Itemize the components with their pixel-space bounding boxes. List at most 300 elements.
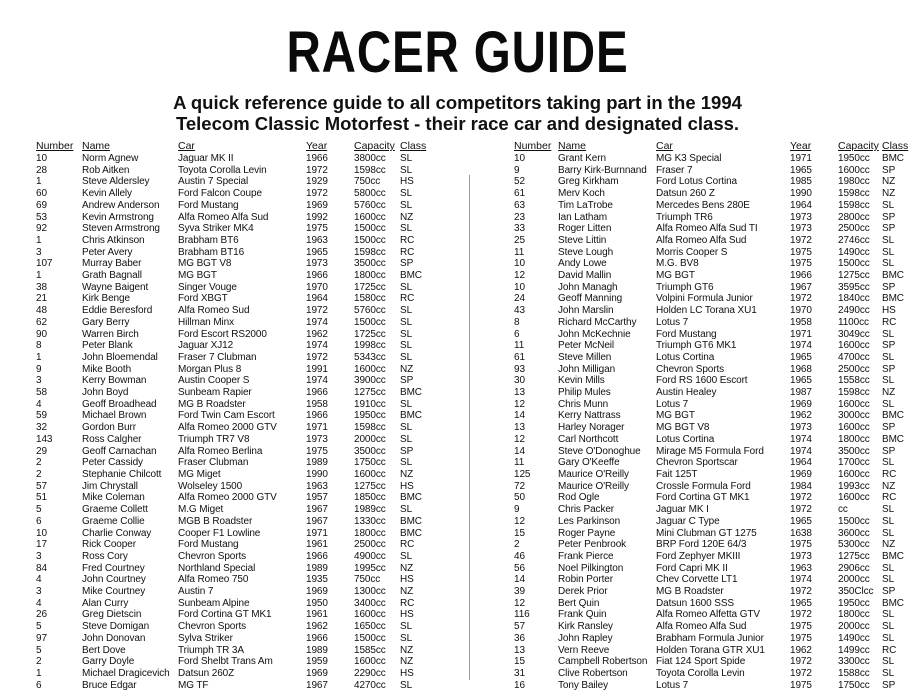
cell-capacity: 1700cc <box>838 457 870 469</box>
cell-year: 1989 <box>306 562 328 574</box>
table-row <box>36 282 440 294</box>
cell-name: Gordon Burr <box>82 422 136 434</box>
cell-number: 9 <box>36 363 42 375</box>
cell-class: SL <box>882 457 895 469</box>
cell-class: SL <box>882 632 895 644</box>
cell-capacity: 1490cc <box>838 246 870 258</box>
table-row <box>514 153 912 165</box>
cell-capacity: 1989cc <box>354 504 386 516</box>
cell-number: 36 <box>514 632 525 644</box>
cell-capacity: 1750cc <box>838 679 870 691</box>
cell-number: 14 <box>514 445 525 457</box>
cell-number: 10 <box>514 153 525 164</box>
cell-capacity: 2000cc <box>354 433 386 445</box>
table-row <box>36 235 440 247</box>
cell-car: Lotus Cortina <box>656 351 715 363</box>
cell-car: BRP Ford 120E 64/3 <box>656 539 747 551</box>
cell-capacity: 1580cc <box>354 293 386 305</box>
table-row <box>514 235 912 247</box>
cell-class: SP <box>400 375 414 387</box>
header-number: Number <box>36 140 74 152</box>
cell-car: M.G Miget <box>178 504 224 516</box>
cell-class: HS <box>400 667 414 679</box>
cell-class: SL <box>400 164 413 176</box>
cell-capacity: 1750cc <box>354 457 386 469</box>
cell-class: RC <box>882 468 897 480</box>
cell-capacity: 4270cc <box>354 679 386 691</box>
cell-number: 13 <box>514 387 525 399</box>
cell-class: SL <box>400 632 413 644</box>
cell-class: HS <box>400 176 414 188</box>
cell-name: Peter Penbrook <box>558 539 627 551</box>
cell-car: Morgan Plus 8 <box>178 363 242 375</box>
cell-class: SL <box>882 515 895 527</box>
cell-capacity: 2500cc <box>838 223 870 235</box>
cell-year: 1958 <box>790 316 812 328</box>
cell-class: BMC <box>400 515 422 527</box>
cell-year: 1969 <box>306 199 328 211</box>
cell-year: 1929 <box>306 176 328 188</box>
cell-class: SL <box>400 223 413 235</box>
cell-number: 3 <box>36 375 42 387</box>
cell-number: 58 <box>36 387 47 399</box>
cell-capacity: 1500cc <box>354 223 386 235</box>
cell-car: MG BGT <box>656 270 695 282</box>
cell-class: SL <box>882 199 895 211</box>
table-row <box>514 563 912 575</box>
cell-class: NZ <box>400 562 414 574</box>
cell-number: 4 <box>36 398 42 410</box>
cell-class: HS <box>400 480 414 492</box>
cell-number: 8 <box>36 340 42 352</box>
cell-name: Bert Dove <box>82 644 126 656</box>
cell-number: 2 <box>36 468 42 480</box>
cell-car: Sunbeam Alpine <box>178 597 250 609</box>
cell-class: BMC <box>882 293 904 305</box>
cell-name: Frank Quin <box>558 609 607 621</box>
table-row <box>36 539 440 551</box>
table-row <box>514 399 912 411</box>
cell-year: 1974 <box>306 340 328 352</box>
cell-capacity: 1500cc <box>838 515 870 527</box>
cell-year: 1966 <box>306 270 328 282</box>
cell-name: Steve Littin <box>558 234 607 246</box>
cell-number: 38 <box>36 281 47 293</box>
cell-car: Triumph TR7 V8 <box>178 433 250 445</box>
cell-number: 84 <box>36 562 47 574</box>
cell-car: Ford Mustang <box>178 199 239 211</box>
cell-capacity: 1598cc <box>838 188 870 200</box>
table-row <box>514 492 912 504</box>
cell-car: Syva Striker MK4 <box>178 223 254 235</box>
cell-car: Cooper F1 Lowline <box>178 527 261 539</box>
cell-car: Alfa Romeo Sud <box>178 305 250 317</box>
cell-name: John Marslin <box>558 305 614 317</box>
table-row <box>514 574 912 586</box>
cell-capacity: 1600cc <box>838 492 870 504</box>
cell-name: Garry Doyle <box>82 656 135 668</box>
cell-number: 1 <box>36 270 42 282</box>
table-row <box>36 434 440 446</box>
table-row <box>36 317 440 329</box>
cell-class: SL <box>400 188 413 200</box>
cell-class: BMC <box>400 270 422 282</box>
cell-capacity: 2000cc <box>838 621 870 633</box>
table-row <box>514 270 912 282</box>
cell-year: 1972 <box>790 234 812 246</box>
right-table-body <box>514 153 912 691</box>
cell-car: Alfa Romeo Alfa Sud <box>178 211 269 223</box>
cell-year: 1973 <box>306 258 328 270</box>
cell-class: SL <box>882 258 895 270</box>
cell-number: 13 <box>514 422 525 434</box>
cell-capacity: 1850cc <box>354 492 386 504</box>
cell-name: John McKechnie <box>558 328 631 340</box>
cell-car: Hillman Minx <box>178 316 235 328</box>
cell-capacity: 1500cc <box>838 258 870 270</box>
cell-name: Tim LaTrobe <box>558 199 613 211</box>
cell-year: 1972 <box>790 504 812 516</box>
cell-name: Bert Quin <box>558 597 600 609</box>
cell-class: SL <box>400 281 413 293</box>
cell-name: Noel Pilkington <box>558 562 624 574</box>
cell-number: 12 <box>514 597 525 609</box>
cell-capacity: 1725cc <box>354 328 386 340</box>
cell-name: Warren Birch <box>82 328 139 340</box>
table-row <box>514 410 912 422</box>
cell-capacity: 1600cc <box>838 422 870 434</box>
cell-number: 24 <box>514 293 525 305</box>
cell-name: Rod Ogle <box>558 492 600 504</box>
cell-year: 1964 <box>790 457 812 469</box>
cell-number: 4 <box>36 574 42 586</box>
cell-class: HS <box>882 305 896 317</box>
cell-car: Sunbeam Rapier <box>178 387 252 399</box>
cell-capacity: 1600cc <box>354 363 386 375</box>
table-row <box>514 223 912 235</box>
cell-year: 1963 <box>790 562 812 574</box>
cell-name: Steve O'Donoghue <box>558 445 641 457</box>
table-row <box>36 563 440 575</box>
cell-year: 1985 <box>790 176 812 188</box>
cell-class: SP <box>400 258 414 270</box>
table-header-row <box>514 140 912 153</box>
cell-car: Fraser 7 <box>656 164 693 176</box>
cell-name: Grant Kern <box>558 153 606 164</box>
cell-number: 3 <box>36 246 42 258</box>
cell-car: MG K3 Special <box>656 153 722 164</box>
cell-year: 1971 <box>306 422 328 434</box>
cell-name: Kevin Mills <box>558 375 605 387</box>
cell-name: Chris Atkinson <box>82 234 145 246</box>
cell-number: 1 <box>36 234 42 246</box>
cell-class: HS <box>400 609 414 621</box>
cell-number: 14 <box>514 574 525 586</box>
cell-year: 1965 <box>790 375 812 387</box>
cell-capacity: 1995cc <box>354 562 386 574</box>
cell-car: Austin Cooper S <box>178 375 250 387</box>
cell-year: 1972 <box>790 586 812 598</box>
cell-car: Ford Mustang <box>656 328 717 340</box>
table-row <box>36 446 440 458</box>
cell-class: BMC <box>882 270 904 282</box>
cell-name: Gary O'Keeffe <box>558 457 620 469</box>
cell-class: NZ <box>400 656 414 668</box>
cell-class: SL <box>400 422 413 434</box>
cell-car: Ford Twin Cam Escort <box>178 410 275 422</box>
table-row <box>36 668 440 680</box>
table-row <box>36 645 440 657</box>
cell-capacity: 1993cc <box>838 480 870 492</box>
table-row <box>36 305 440 317</box>
cell-car: Brabham BT16 <box>178 246 245 258</box>
cell-car: Lotus Cortina <box>656 433 715 445</box>
cell-number: 15 <box>514 527 525 539</box>
subtitle-line-2: Telecom Classic Motorfest - their race car and designated class. <box>175 113 740 134</box>
table-row <box>514 364 912 376</box>
cell-class: SL <box>882 246 895 258</box>
cell-car: MG BGT <box>656 410 695 422</box>
cell-number: 92 <box>36 223 47 235</box>
cell-year: 1974 <box>790 574 812 586</box>
cell-number: 60 <box>36 188 47 200</box>
cell-class: SL <box>400 433 413 445</box>
cell-class: BMC <box>882 597 904 609</box>
cell-year: 1961 <box>306 539 328 551</box>
cell-car: Chevron Sports <box>656 363 725 375</box>
cell-year: 1975 <box>306 445 328 457</box>
header-number: Number <box>514 140 552 152</box>
cell-year: 1950 <box>306 597 328 609</box>
cell-class: SP <box>882 422 896 434</box>
cell-name: Les Parkinson <box>558 515 621 527</box>
table-row <box>514 668 912 680</box>
cell-year: 1975 <box>790 679 812 691</box>
table-row <box>514 551 912 563</box>
cell-number: 97 <box>36 632 47 644</box>
cell-car: Ford Capri MK II <box>656 562 728 574</box>
cell-number: 29 <box>36 445 47 457</box>
cell-name: Kevin Allely <box>82 188 132 200</box>
cell-name: Kerry Bowman <box>82 375 147 387</box>
table-row <box>36 176 440 188</box>
table-row <box>36 586 440 598</box>
cell-name: Kevin Armstrong <box>82 211 154 223</box>
cell-class: NZ <box>400 468 414 480</box>
cell-car: Ford Zephyer MKIII <box>656 550 741 562</box>
cell-car: MG TF <box>178 679 209 691</box>
table-row <box>514 481 912 493</box>
cell-name: John Managh <box>558 281 618 293</box>
cell-name: David Mallin <box>558 270 612 282</box>
cell-car: Datsun 260Z <box>178 667 235 679</box>
cell-name: Charlie Conway <box>82 527 152 539</box>
cell-year: 1991 <box>306 363 328 375</box>
cell-number: 9 <box>514 504 520 516</box>
cell-capacity: 2746cc <box>838 234 870 246</box>
table-row <box>514 446 912 458</box>
table-row <box>36 153 440 165</box>
cell-year: 1965 <box>790 597 812 609</box>
cell-car: Ford Cortina GT MK1 <box>178 609 272 621</box>
cell-number: 6 <box>36 679 42 691</box>
cell-class: RC <box>882 316 897 328</box>
table-row <box>514 598 912 610</box>
cell-class: BMC <box>882 433 904 445</box>
cell-car: Ford Cortina GT MK1 <box>656 492 750 504</box>
cell-year: 1967 <box>306 515 328 527</box>
cell-year: 1972 <box>790 656 812 668</box>
cell-capacity: cc <box>838 504 848 516</box>
cell-year: 1974 <box>790 433 812 445</box>
cell-year: 1966 <box>306 387 328 399</box>
cell-class: SL <box>400 457 413 469</box>
cell-number: 1 <box>36 351 42 363</box>
cell-capacity: 1275cc <box>354 387 386 399</box>
cell-name: Eddie Beresford <box>82 305 153 317</box>
cell-car: Datsun 1600 SSS <box>656 597 734 609</box>
cell-capacity: 1800cc <box>838 433 870 445</box>
cell-capacity: 1600cc <box>838 468 870 480</box>
cell-year: 1973 <box>790 550 812 562</box>
cell-number: 63 <box>514 199 525 211</box>
cell-class: NZ <box>400 211 414 223</box>
cell-capacity: 1598cc <box>354 422 386 434</box>
cell-year: 1990 <box>306 468 328 480</box>
table-row <box>36 574 440 586</box>
cell-year: 1970 <box>790 305 812 317</box>
table-row <box>514 305 912 317</box>
cell-capacity: 1950cc <box>354 410 386 422</box>
cell-year: 1975 <box>306 223 328 235</box>
cell-class: SL <box>400 621 413 633</box>
cell-year: 1965 <box>306 246 328 258</box>
cell-class: NZ <box>882 480 896 492</box>
cell-year: 1965 <box>790 351 812 363</box>
cell-capacity: 1275cc <box>838 550 870 562</box>
cell-car: Triumph TR6 <box>656 211 713 223</box>
cell-year: 1972 <box>790 492 812 504</box>
table-row <box>36 410 440 422</box>
cell-year: 1969 <box>306 586 328 598</box>
cell-name: Kirk Ransley <box>558 621 613 633</box>
cell-car: Jaguar XJ12 <box>178 340 234 352</box>
table-row <box>514 293 912 305</box>
cell-year: 1974 <box>790 340 812 352</box>
cell-number: 57 <box>514 621 525 633</box>
table-row <box>36 188 440 200</box>
cell-class: RC <box>882 644 897 656</box>
cell-name: Steve Aldersley <box>82 176 150 188</box>
cell-name: Steve Lough <box>558 246 614 258</box>
table-row <box>514 317 912 329</box>
table-row <box>514 621 912 633</box>
cell-name: Kerry Nattrass <box>558 410 621 422</box>
table-row <box>36 469 440 481</box>
cell-number: 11 <box>514 246 525 258</box>
cell-year: 1973 <box>306 433 328 445</box>
cell-year: 1963 <box>306 480 328 492</box>
cell-capacity: 5300cc <box>838 539 870 551</box>
cell-year: 1975 <box>790 539 812 551</box>
cell-year: 1970 <box>306 281 328 293</box>
cell-number: 12 <box>514 398 525 410</box>
table-row <box>36 399 440 411</box>
cell-number: 17 <box>36 539 47 551</box>
cell-name: Peter McNeil <box>558 340 615 352</box>
table-row <box>514 633 912 645</box>
cell-class: SP <box>882 445 896 457</box>
cell-year: 1963 <box>306 234 328 246</box>
cell-car: Fraser Clubman <box>178 457 249 469</box>
cell-car: Ford RS 1600 Escort <box>656 375 748 387</box>
cell-class: RC <box>400 234 415 246</box>
cell-number: 12 <box>514 433 525 445</box>
cell-number: 3 <box>36 550 42 562</box>
cell-name: Andrew Anderson <box>82 199 160 211</box>
cell-car: Chevron Sportscar <box>656 457 738 469</box>
cell-number: 15 <box>514 656 525 668</box>
cell-number: 62 <box>36 316 47 328</box>
table-row <box>36 492 440 504</box>
cell-number: 23 <box>514 211 525 223</box>
cell-year: 1967 <box>306 679 328 691</box>
cell-name: Graeme Collie <box>82 515 145 527</box>
cell-name: Vern Reeve <box>558 644 610 656</box>
table-row <box>36 165 440 177</box>
cell-class: SL <box>882 656 895 668</box>
cell-class: NZ <box>400 363 414 375</box>
cell-capacity: 2800cc <box>838 211 870 223</box>
table-row <box>514 352 912 364</box>
cell-class: SP <box>882 164 896 176</box>
cell-year: 1992 <box>306 211 328 223</box>
header-year: Year <box>306 140 328 152</box>
cell-car: MGB B Roadster <box>178 515 253 527</box>
table-row <box>36 223 440 235</box>
cell-car: Lotus 7 <box>656 679 689 691</box>
table-row <box>514 656 912 668</box>
table-row <box>514 645 912 657</box>
cell-year: 1971 <box>790 328 812 340</box>
cell-name: Andy Lowe <box>558 258 607 270</box>
cell-car: MG BGT V8 <box>656 422 710 434</box>
cell-number: 1 <box>36 176 42 188</box>
cell-year: 1962 <box>306 328 328 340</box>
cell-name: Ross Cory <box>82 550 128 562</box>
cell-number: 25 <box>514 234 525 246</box>
cell-capacity: 1598cc <box>838 387 870 399</box>
table-row <box>36 329 440 341</box>
cell-car: Austin 7 <box>178 586 214 598</box>
cell-number: 57 <box>36 480 47 492</box>
cell-number: 56 <box>514 562 525 574</box>
cell-number: 53 <box>36 211 47 223</box>
cell-capacity: 1600cc <box>838 340 870 352</box>
cell-capacity: 350Clcc <box>838 586 874 598</box>
cell-class: NZ <box>400 586 414 598</box>
cell-capacity: 1558cc <box>838 375 870 387</box>
cell-car: Crossle Formula Ford <box>656 480 751 492</box>
cell-year: 1973 <box>790 223 812 235</box>
cell-name: Derek Prior <box>558 586 608 598</box>
cell-car: Alfa Romeo Berlina <box>178 445 263 457</box>
cell-number: 33 <box>514 223 525 235</box>
cell-name: John Donovan <box>82 632 146 644</box>
header-car: Car <box>656 140 673 152</box>
racer-table-left <box>36 140 440 691</box>
cell-name: John Bloemendal <box>82 351 158 363</box>
